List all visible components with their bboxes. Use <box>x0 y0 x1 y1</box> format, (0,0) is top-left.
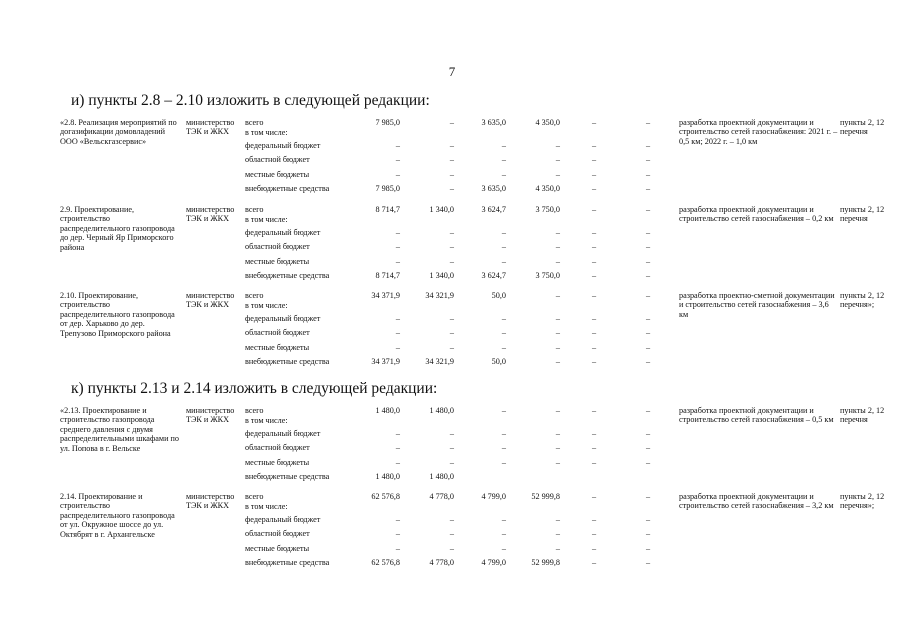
funding-value: – <box>395 343 400 352</box>
funding-value: – <box>591 271 597 280</box>
funding-value: – <box>555 328 560 337</box>
funding-value: – <box>501 228 506 237</box>
funding-value: 8 714,7 <box>375 205 400 214</box>
indicator-reference: пункты 2, 12 перечня <box>840 118 885 137</box>
funding-source: федеральный бюджет <box>245 228 321 237</box>
heading-section-k: к) пункты 2.13 и 2.14 изложить в следующей редакции: <box>71 380 438 397</box>
responsible-executor: министерство ТЭК и ЖКХ <box>186 492 235 511</box>
funding-value: 3 635,0 <box>481 184 506 193</box>
funding-source: федеральный бюджет <box>245 515 321 524</box>
funding-value: – <box>449 118 454 127</box>
expected-result: разработка проектной документации и строительство сетей газоснабжения: 2021 г. – 0,5 км; 2022 г. – 1,0 км <box>679 118 838 146</box>
funding-source: федеральный бюджет <box>245 314 321 323</box>
funding-source: внебюджетные средства <box>245 184 330 193</box>
funding-source: внебюджетные средства <box>245 357 330 366</box>
responsible-executor: министерство ТЭК и ЖКХ <box>186 118 235 137</box>
funding-value: 7 985,0 <box>375 184 400 193</box>
funding-value: – <box>555 343 560 352</box>
funding-value: – <box>591 205 597 214</box>
funding-value: – <box>555 515 560 524</box>
funding-value: 34 321,9 <box>425 357 454 366</box>
funding-source: всего <box>245 205 264 214</box>
measure-name: 2.9. Проектирование, строительство распределительного газопровода до дер. Черный Яр Приморского района <box>60 205 175 252</box>
funding-value: – <box>395 257 400 266</box>
funding-value: – <box>591 458 597 467</box>
funding-value: – <box>555 141 560 150</box>
funding-value: 7 985,0 <box>375 118 400 127</box>
funding-value: – <box>449 443 454 452</box>
funding-value: – <box>501 141 506 150</box>
indicator-reference: пункты 2, 12 перечня»; <box>840 492 885 511</box>
funding-value: 4 350,0 <box>535 118 560 127</box>
funding-value: – <box>449 544 454 553</box>
funding-value: – <box>395 228 400 237</box>
funding-value: – <box>591 328 597 337</box>
funding-value: – <box>591 257 597 266</box>
funding-value: – <box>645 515 651 524</box>
funding-value: – <box>395 328 400 337</box>
page-number: 7 <box>448 64 456 79</box>
funding-value: – <box>501 529 506 538</box>
funding-value: – <box>449 429 454 438</box>
funding-value: – <box>645 406 651 415</box>
funding-value: 3 750,0 <box>535 271 560 280</box>
funding-source: всего <box>245 492 264 501</box>
funding-value: 3 624,7 <box>481 205 506 214</box>
measure-name: 2.14. Проектирование и строительство распределительного газопровода от ул. Окружное шоссе до ул. Октябрят в г. Архангельске <box>60 492 175 539</box>
funding-value: 4 778,0 <box>429 492 454 501</box>
funding-value: – <box>555 458 560 467</box>
funding-value: – <box>645 558 651 567</box>
funding-value: – <box>645 429 651 438</box>
funding-value: – <box>591 406 597 415</box>
funding-source: внебюджетные средства <box>245 271 330 280</box>
funding-value: 1 480,0 <box>429 472 454 481</box>
funding-value: – <box>449 228 454 237</box>
funding-value: – <box>645 242 651 251</box>
funding-value: 52 999,8 <box>531 492 560 501</box>
funding-value: – <box>645 141 651 150</box>
funding-value: – <box>395 443 400 452</box>
funding-value: – <box>591 170 597 179</box>
funding-value: – <box>395 314 400 323</box>
funding-value: – <box>501 429 506 438</box>
funding-value: – <box>645 257 651 266</box>
funding-value: – <box>501 406 506 415</box>
funding-value: – <box>395 170 400 179</box>
funding-value: – <box>555 242 560 251</box>
funding-value: – <box>645 529 651 538</box>
funding-source: областной бюджет <box>245 328 310 337</box>
funding-value: – <box>449 343 454 352</box>
funding-value: – <box>395 429 400 438</box>
responsible-executor: министерство ТЭК и ЖКХ <box>186 205 235 224</box>
funding-value: 1 480,0 <box>429 406 454 415</box>
funding-value: – <box>501 257 506 266</box>
expected-result: разработка проектной документации и строительство сетей газоснабжения – 0,5 км <box>679 406 834 425</box>
funding-value: – <box>645 458 651 467</box>
funding-value: – <box>501 544 506 553</box>
funding-source: местные бюджеты <box>245 544 310 553</box>
funding-value: – <box>645 205 651 214</box>
funding-value: 4 799,0 <box>481 492 506 501</box>
funding-value: – <box>395 458 400 467</box>
funding-source: всего <box>245 406 264 415</box>
funding-value: – <box>645 271 651 280</box>
responsible-executor: министерство ТЭК и ЖКХ <box>186 291 235 310</box>
funding-value: – <box>555 314 560 323</box>
funding-value: – <box>591 155 597 164</box>
funding-source: областной бюджет <box>245 242 310 251</box>
funding-source: местные бюджеты <box>245 343 310 352</box>
funding-value: – <box>395 544 400 553</box>
funding-value: 1 340,0 <box>429 205 454 214</box>
funding-value: – <box>555 228 560 237</box>
funding-value: – <box>645 314 651 323</box>
expected-result: разработка проектно-сметной документации и строительство сетей газоснабжения – 3,6 км <box>679 291 835 319</box>
funding-value: – <box>591 242 597 251</box>
funding-source: местные бюджеты <box>245 170 310 179</box>
funding-value: – <box>591 544 597 553</box>
funding-value: – <box>591 443 597 452</box>
funding-value: – <box>591 314 597 323</box>
funding-value: – <box>645 328 651 337</box>
funding-value: – <box>645 544 651 553</box>
funding-value: 8 714,7 <box>375 271 400 280</box>
funding-value: 52 999,8 <box>531 558 560 567</box>
funding-value: 4 778,0 <box>429 558 454 567</box>
funding-value: – <box>591 228 597 237</box>
funding-value: – <box>501 443 506 452</box>
funding-value: – <box>591 141 597 150</box>
funding-source: федеральный бюджет <box>245 141 321 150</box>
funding-value: – <box>645 155 651 164</box>
heading-section-i: и) пункты 2.8 – 2.10 изложить в следующей редакции: <box>71 92 430 109</box>
funding-value: – <box>555 429 560 438</box>
funding-value: – <box>555 544 560 553</box>
indicator-reference: пункты 2, 12 перечня <box>840 406 885 425</box>
funding-value: – <box>645 170 651 179</box>
funding-source: всего <box>245 118 264 127</box>
funding-value: – <box>591 184 597 193</box>
funding-value: – <box>395 242 400 251</box>
funding-value: – <box>645 492 651 501</box>
funding-value: – <box>449 515 454 524</box>
funding-value: – <box>449 242 454 251</box>
funding-source-subheading: в том числе: <box>245 501 288 511</box>
funding-value: 3 750,0 <box>535 205 560 214</box>
funding-value: – <box>555 406 560 415</box>
funding-value: 62 576,8 <box>371 492 400 501</box>
indicator-reference: пункты 2, 12 перечня»; <box>840 291 885 310</box>
funding-source: внебюджетные средства <box>245 472 330 481</box>
funding-value: – <box>591 357 597 366</box>
funding-value: – <box>501 155 506 164</box>
funding-value: – <box>645 343 651 352</box>
funding-source-subheading: в том числе: <box>245 127 288 137</box>
funding-value: – <box>395 141 400 150</box>
funding-value: – <box>591 429 597 438</box>
funding-value: 3 635,0 <box>481 118 506 127</box>
funding-value: – <box>501 242 506 251</box>
funding-value: – <box>449 155 454 164</box>
funding-value: 1 340,0 <box>429 271 454 280</box>
funding-value: – <box>591 529 597 538</box>
funding-value: 62 576,8 <box>371 558 400 567</box>
funding-value: – <box>501 328 506 337</box>
expected-result: разработка проектной документации и строительство сетей газоснабжения – 0,2 км <box>679 205 834 224</box>
funding-value: 1 480,0 <box>375 472 400 481</box>
funding-source-subheading: в том числе: <box>245 300 288 310</box>
funding-value: – <box>591 118 597 127</box>
measure-name: 2.10. Проектирование, строительство распределительного газопровода от дер. Харьково до дер. Трепузово Приморского района <box>60 291 175 338</box>
funding-source: областной бюджет <box>245 443 310 452</box>
funding-value: 4 799,0 <box>481 558 506 567</box>
funding-value: – <box>449 141 454 150</box>
measure-name: «2.8. Реализация мероприятий по догазификации домовладений ООО «Вельскгазсервис» <box>60 118 177 146</box>
funding-value: – <box>645 118 651 127</box>
funding-source: внебюджетные средства <box>245 558 330 567</box>
funding-value: 34 371,9 <box>371 357 400 366</box>
funding-value: – <box>645 184 651 193</box>
funding-value: – <box>501 343 506 352</box>
funding-value: 4 350,0 <box>535 184 560 193</box>
funding-source: федеральный бюджет <box>245 429 321 438</box>
funding-value: – <box>449 184 454 193</box>
funding-value: – <box>591 492 597 501</box>
funding-value: – <box>449 170 454 179</box>
funding-value: – <box>449 458 454 467</box>
funding-source: местные бюджеты <box>245 257 310 266</box>
funding-value: – <box>591 515 597 524</box>
funding-value: 3 624,7 <box>481 271 506 280</box>
funding-value: – <box>645 443 651 452</box>
funding-value: 1 480,0 <box>375 406 400 415</box>
funding-source: всего <box>245 291 264 300</box>
funding-value: – <box>449 328 454 337</box>
funding-source: областной бюджет <box>245 155 310 164</box>
funding-value: 34 321,9 <box>425 291 454 300</box>
funding-value: – <box>555 529 560 538</box>
funding-value: – <box>645 228 651 237</box>
indicator-reference: пункты 2, 12 перечня <box>840 205 885 224</box>
funding-value: – <box>555 257 560 266</box>
funding-value: 50,0 <box>491 357 506 366</box>
funding-value: 50,0 <box>491 291 506 300</box>
funding-value: – <box>555 357 560 366</box>
expected-result: разработка проектной документации и строительство сетей газоснабжения – 3,2 км <box>679 492 834 511</box>
funding-value: – <box>501 458 506 467</box>
funding-value: – <box>555 443 560 452</box>
funding-value: – <box>555 291 560 300</box>
funding-value: – <box>645 357 651 366</box>
responsible-executor: министерство ТЭК и ЖКХ <box>186 406 235 425</box>
funding-value: – <box>501 170 506 179</box>
measure-name: «2.13. Проектирование и строительство газопровода среднего давления с двумя распределительными шкафами по ул. Попова в г. Вельске <box>60 406 179 453</box>
funding-value: – <box>395 529 400 538</box>
funding-value: – <box>555 155 560 164</box>
funding-source-subheading: в том числе: <box>245 214 288 224</box>
funding-source-subheading: в том числе: <box>245 415 288 425</box>
funding-value: – <box>501 515 506 524</box>
funding-value: – <box>395 515 400 524</box>
funding-value: – <box>591 291 597 300</box>
funding-value: – <box>591 558 597 567</box>
funding-source: местные бюджеты <box>245 458 310 467</box>
funding-value: – <box>449 314 454 323</box>
funding-value: – <box>501 314 506 323</box>
funding-value: – <box>591 343 597 352</box>
funding-value: – <box>395 155 400 164</box>
funding-value: – <box>449 529 454 538</box>
funding-value: – <box>449 257 454 266</box>
funding-value: – <box>555 170 560 179</box>
funding-source: областной бюджет <box>245 529 310 538</box>
funding-value: 34 371,9 <box>371 291 400 300</box>
funding-value: – <box>645 291 651 300</box>
